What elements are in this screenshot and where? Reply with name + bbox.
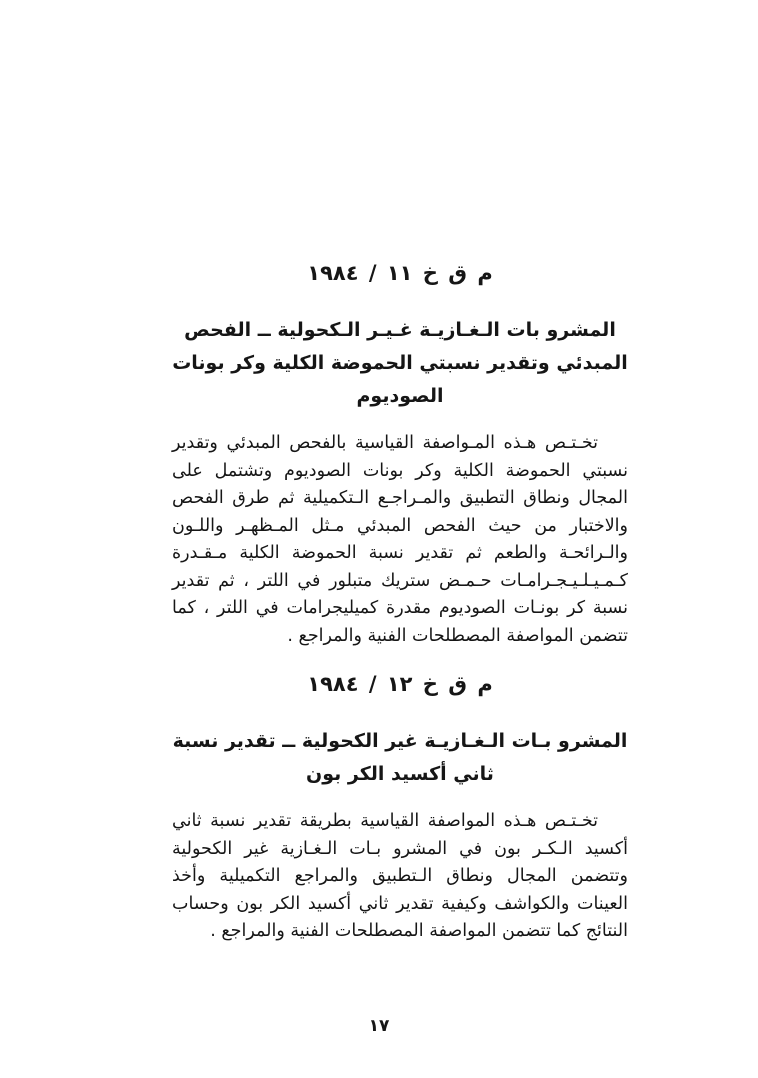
page-number: ١٧: [368, 1016, 390, 1036]
standard-summary-paragraph: تخـتـص هـذه المواصفة القياسية بطريقة تقدير نسبة ثاني أكسيد الـكـر بون في المشرو بـات الـغـازية غير الكحولية وتتضمن المجال ونطاق الـتطبيق والمراجع التكميلية وأخذ العينات والكواشف وكيفية تقدير ثاني أكسيد الكر بون وحساب النتائج كما تتضمن المواصفة المصطلحات الفنية والمراجع .: [172, 811, 628, 941]
standard-title: المشرو بـات الـغـازيـة غير الكحولية ــ تقدير نسبة ثاني أكسيد الكر بون: [172, 730, 628, 785]
standard-section-2: [172, 669, 628, 946]
standard-section-1: [172, 258, 628, 650]
standard-summary-paragraph: تخـتـص هـذه المـواصفة القياسية بالفحص المبدئي وتقدير نسبتي الحموضة الكلية وكر بونات الصوديوم وتشتمل على المجال ونطاق التطبيق والمـراجـع الـتكميلية ثم طرق الفحص والاختبار من حيث الفحص المبدئي مـثل المـظهـر واللـون والـرائحـة والطعم ثم تقدير نسبة الحموضة الكلية مـقـدرة كـمـيـلـيـجـرامـات حـمـض ستريك متبلور في اللتر ، ثم تقدير نسبة كر بونـات الصوديوم مقدرة كميليجرامات في اللتر ، كما تتضمن المواصفة المصطلحات الفنية والمراجع .: [172, 433, 628, 646]
standard-number-heading: م ق خ ١١ / ١٩٨٤: [307, 261, 493, 285]
standard-number-heading: م ق خ ١٢ / ١٩٨٤: [307, 672, 493, 696]
content-column: [172, 0, 628, 946]
page-footer: [0, 1016, 758, 1036]
standard-title: المشرو بات الـغـازيـة غـيـر الـكحولية ــ الفحص المبدئي وتقدير نسبتي الحموضة الكلية وكر بونات الصوديوم: [172, 319, 628, 407]
